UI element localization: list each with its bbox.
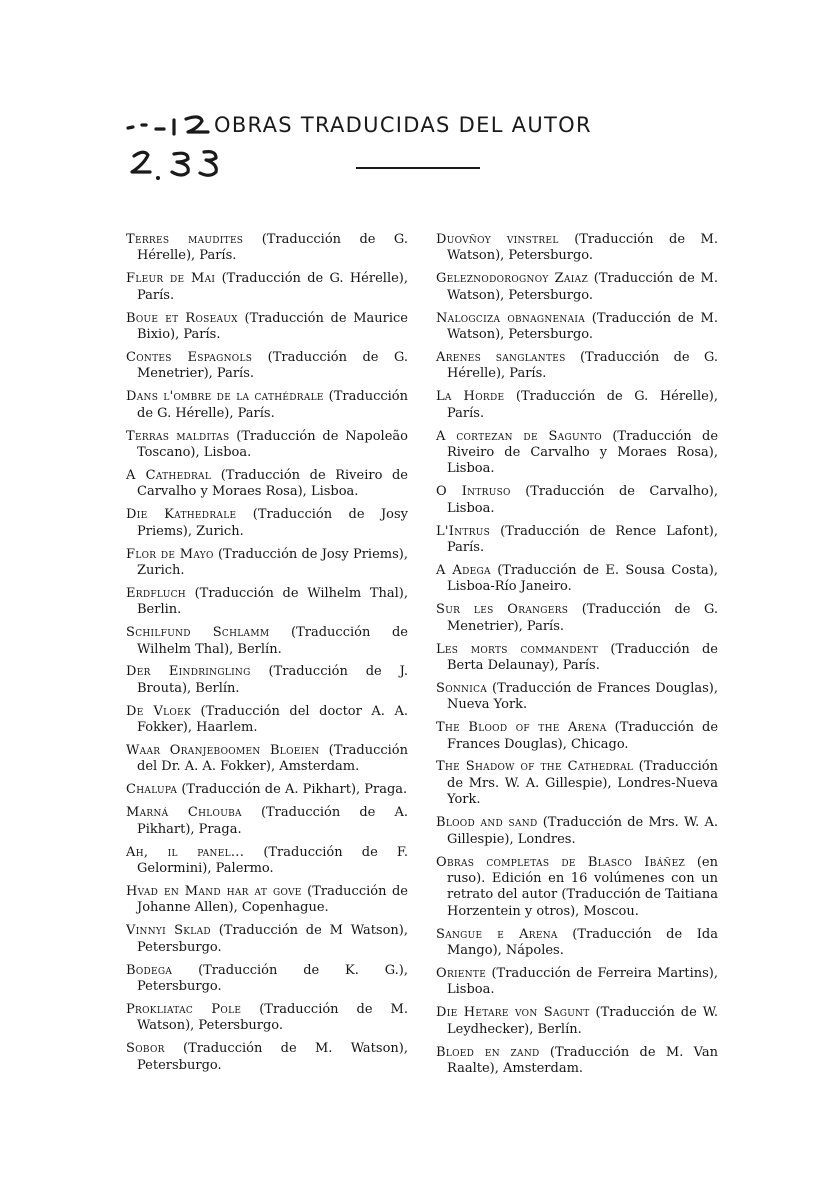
translation-detail: (Traducción de Mrs. W. A. Gillespie), Londres. (447, 815, 718, 847)
translation-entry (126, 389, 408, 422)
work-title: Die Hetare von Sagunt (436, 1005, 590, 1021)
work-title: Erdfluch (126, 585, 186, 601)
translation-entry (436, 350, 718, 383)
translation-entry (436, 389, 718, 422)
work-title: Terras malditas (126, 428, 230, 444)
translation-entry (126, 1041, 408, 1074)
translation-detail: (Traducción de G. Hérelle), París. (137, 232, 408, 264)
left-column (126, 232, 408, 1080)
work-title: Dans l'ombre de la cathédrale (126, 389, 324, 405)
translation-entry (436, 1045, 718, 1078)
translation-entry (436, 232, 718, 265)
work-title: Hvad en Mand har at gove (126, 883, 302, 899)
work-title: Duovñoy vinstrel (436, 232, 559, 247)
translation-detail: (en ruso). Edición en 16 volúmenes con un retrato del autor (Traducción de Taitiana Horzentein y otros), Moscou. (447, 854, 718, 919)
translation-entry (126, 271, 408, 304)
translation-entry (126, 743, 408, 776)
translation-entry (436, 720, 718, 753)
work-title: Nalogciza obnagnenaia (436, 310, 586, 326)
translation-detail: (Traducción de J. Brouta), Berlín. (137, 664, 408, 696)
work-title: Oriente (436, 965, 487, 981)
work-title: Bloed en zand (436, 1044, 540, 1060)
translation-detail: (Traducción de M. Watson), Petersburgo. (137, 1001, 408, 1034)
translation-detail: (Traducción de Riveiro de Carvalho y Moraes Rosa), Lisboa. (447, 428, 719, 477)
translation-entry (436, 966, 718, 999)
work-title: L'Intrus (436, 523, 491, 539)
translation-entry (126, 586, 408, 619)
work-title: Prokliatac Pole (126, 1001, 242, 1017)
translation-entry (126, 350, 408, 383)
translation-detail: (Traducción de Josy Priems), Zurich. (137, 546, 408, 578)
translation-detail: (Traducción de Josy Priems), Zurich. (137, 507, 409, 539)
work-title: The Blood of the Arena (436, 720, 607, 736)
work-title: Fleur de Mai (126, 271, 216, 287)
translation-entry (436, 759, 718, 808)
work-title: De Vloek (126, 703, 191, 719)
work-title: Sur les Orangers (436, 602, 569, 618)
translation-entry (436, 563, 718, 596)
translation-entry (436, 311, 718, 344)
translation-entry (126, 704, 408, 737)
work-title: Marná Chlouba (126, 805, 242, 821)
translation-entry (126, 429, 408, 462)
translation-entry (126, 884, 408, 917)
right-column (436, 232, 718, 1084)
translation-entry (126, 547, 408, 580)
translation-detail: (Traducción de A. Pikhart), Praga. (181, 782, 408, 798)
translation-detail: (Traducción de W. Leydhecker), Berlín. (447, 1005, 718, 1037)
translation-detail: (Traducción de M. Watson), Petersburgo. (137, 1041, 408, 1073)
work-title: Der Eindringling (126, 664, 251, 680)
translation-detail: (Traducción de M. Watson), Petersburgo. (447, 271, 718, 303)
translation-detail: (Traducción de Maurice Bixio), París. (137, 310, 408, 343)
translation-detail: (Traducción de K. G.), Petersburgo. (137, 962, 408, 994)
work-title: Terres maudites (126, 232, 244, 247)
work-title: Schilfund Schlamm (126, 625, 270, 641)
translation-detail: (Traducción de Carvalho), Lisboa. (447, 484, 718, 516)
translation-entry (126, 507, 408, 540)
translation-detail: (Traducción de M. Van Raalte), Amsterdam. (447, 1044, 719, 1076)
translation-detail: (Traducción de Ferreira Martins), Lisboa. (447, 965, 718, 998)
translation-entry (126, 232, 408, 265)
translation-detail: (Traducción de E. Sousa Costa), Lisboa-Río Janeiro. (447, 562, 718, 595)
work-title: Sangue e Arena (436, 926, 558, 942)
translation-entry (436, 602, 718, 635)
work-title: La Horde (436, 389, 505, 405)
translation-detail: (Traducción de Mrs. W. A. Gillespie), Londres-Nueva York. (447, 759, 718, 808)
translation-detail: (Traducción de F. Gelormini), Palermo. (137, 844, 409, 876)
work-title: Chalupa (126, 782, 178, 798)
translation-entry (436, 815, 718, 848)
translation-detail: (Traducción de Rence Lafont), París. (447, 523, 718, 555)
translation-detail: (Traducción de M Watson), Petersburgo. (137, 923, 408, 955)
translation-detail: (Traducción de Berta Delaunay), París. (447, 641, 719, 673)
translation-entry (436, 1005, 718, 1038)
translation-detail: (Traducción de M. Watson), Petersburgo. (447, 310, 718, 343)
translation-entry (126, 782, 408, 798)
title-divider (356, 167, 480, 169)
translation-detail: (Traducción de Ida Mango), Nápoles. (447, 926, 718, 959)
translation-entry (126, 923, 408, 956)
translation-entry (126, 1002, 408, 1035)
work-title: A Adega (436, 562, 491, 578)
work-title: Obras completas de Blasco Ibáñez (436, 854, 686, 870)
page-title: OBRAS TRADUCIDAS DEL AUTOR (214, 113, 592, 137)
translation-detail: (Traducción de G. Menetrier), París. (137, 349, 409, 382)
translation-entry (126, 625, 408, 658)
work-title: Contes Espagnols (126, 349, 253, 365)
translation-entry (436, 642, 718, 675)
work-title: Sobor (126, 1041, 165, 1057)
translation-entry (126, 845, 408, 878)
work-title: Les morts commandent (436, 641, 599, 657)
translation-detail: (Traducción de Riveiro de Carvalho y Moraes Rosa), Lisboa. (137, 467, 408, 500)
work-title: Arenes sanglantes (436, 349, 566, 365)
translation-entry (436, 484, 718, 517)
translation-detail: (Traducción del doctor A. A. Fokker), Haarlem. (137, 703, 408, 736)
translation-detail: (Traducción de Johanne Allen), Copenhague. (137, 883, 408, 916)
translation-detail: (Traducción de G. Hérelle), París. (447, 389, 718, 421)
translation-entry (436, 681, 718, 714)
work-title: O Intruso (436, 484, 511, 500)
translation-entry (126, 963, 408, 996)
translation-entry (436, 855, 718, 921)
work-title: Sonnica (436, 680, 488, 696)
translation-detail: (Traducción del Dr. A. A. Fokker), Amsterdam. (137, 743, 408, 775)
translation-entry (126, 805, 408, 838)
translation-detail: (Traducción de G. Hérelle), París. (137, 389, 408, 421)
work-title: Boue et Roseaux (126, 310, 238, 326)
translation-entry (126, 311, 408, 344)
work-title: Blood and sand (436, 815, 538, 831)
work-title: A cortezan de Sagunto (436, 428, 602, 444)
work-title: Bodega (126, 962, 173, 978)
work-title: A Cathedral (126, 467, 212, 483)
translation-entry (436, 927, 718, 960)
work-title: The Shadow of the Cathedral (436, 759, 634, 775)
translation-detail: (Traducción de M. Watson), Petersburgo. (447, 232, 718, 264)
translation-entry (126, 468, 408, 501)
translation-detail: (Traducción de G. Menetrier), París. (447, 602, 718, 634)
translation-detail: (Traducción de Wilhelm Thal), Berlín. (137, 625, 409, 657)
handwritten-mark (118, 108, 228, 188)
translation-entry (436, 271, 718, 304)
translation-detail: (Traducción de A. Pikhart), Praga. (137, 805, 409, 837)
translation-entry (436, 524, 718, 557)
translation-entry (436, 429, 718, 478)
translation-detail: (Traducción de G. Hérelle), París. (137, 271, 408, 303)
translation-detail: (Traducción de G. Hérelle), París. (447, 349, 719, 382)
work-title: Die Kathedrale (126, 507, 237, 523)
work-title: Vinnyi Sklad (126, 923, 211, 939)
translation-detail: (Traducción de Frances Douglas), Nueva York. (447, 680, 718, 713)
work-title: Geleznodorognoy Zaiaz (436, 271, 589, 287)
translation-detail: (Traducción de Wilhelm Thal), Berlin. (137, 585, 408, 618)
translation-detail: (Traducción de Napoleão Toscano), Lisboa. (137, 428, 408, 460)
translation-detail: (Traducción de Frances Douglas), Chicago. (447, 720, 719, 752)
work-title: Ah, il panel... (126, 844, 245, 860)
translation-entry (126, 664, 408, 697)
work-title: Waar Oranjeboomen Bloeien (126, 743, 320, 759)
work-title: Flor de Mayo (126, 546, 214, 562)
